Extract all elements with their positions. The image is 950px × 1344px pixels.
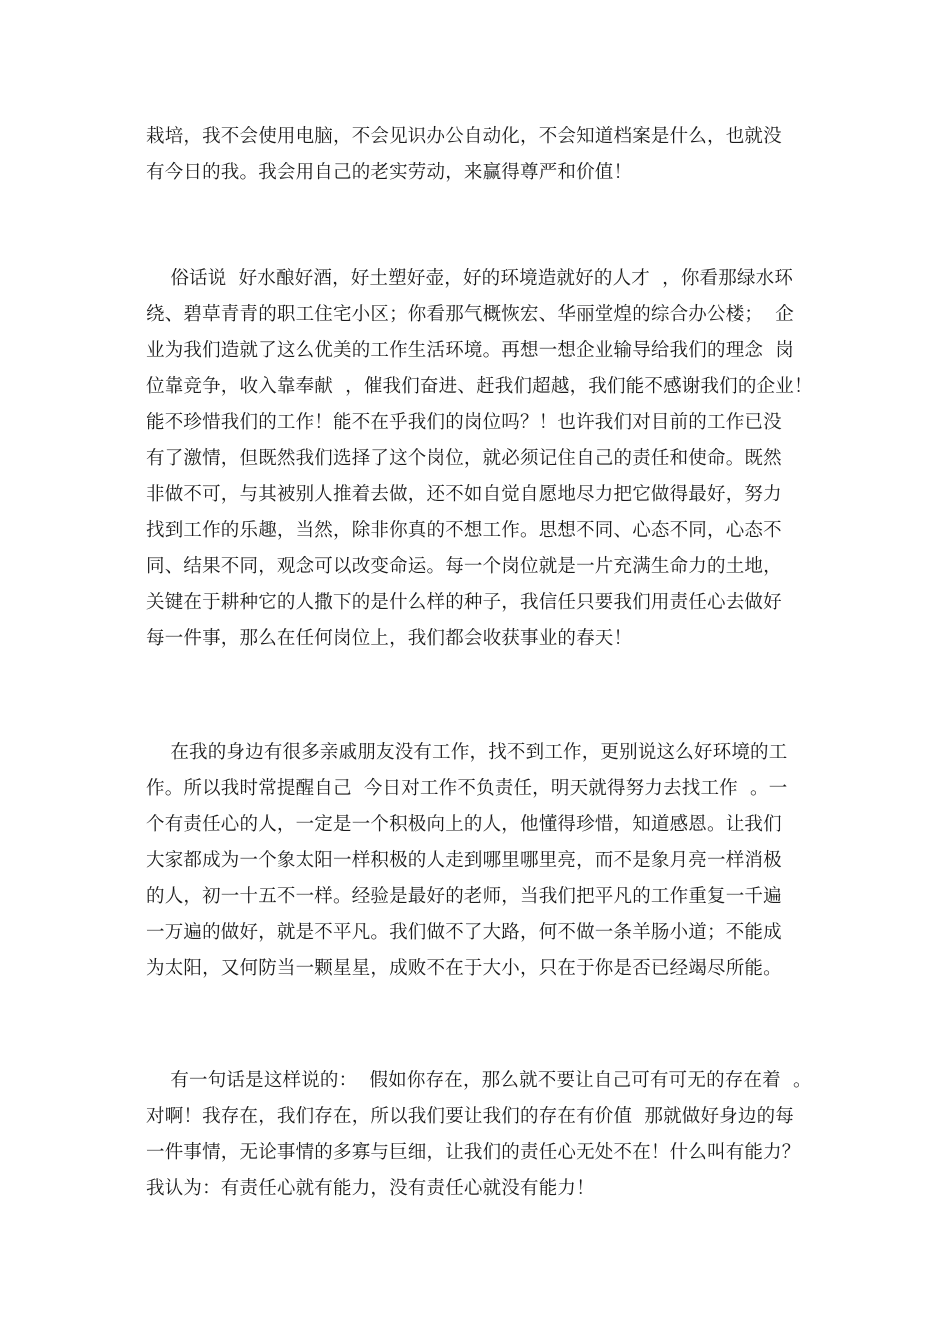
text-line: 有今日的我。我会用自己的老实劳动，来赢得尊严和价值！	[146, 162, 633, 183]
text-line: 作。所以我时常提醒自己 今日对工作不负责任，明天就得努力去找工作 。一	[146, 778, 788, 799]
text-line: 大家都成为一个象太阳一样积极的人走到哪里哪里亮，而不是象月亮一样消极	[146, 850, 782, 871]
text-line: 能不珍惜我们的工作！能不在乎我们的岗位吗？！也许我们对目前的工作已没	[146, 412, 782, 433]
text-line: 俗话说 好水酿好酒，好土塑好壶，好的环境造就好的人才 ，你看那绿水环	[146, 268, 794, 289]
text-line: 位靠竞争，收入靠奉献 ，催我们奋进、赶我们超越，我们能不感谢我们的企业！	[146, 376, 813, 397]
text-line: 对啊！我存在，我们存在，所以我们要让我们的存在有价值 那就做好身边的每	[146, 1106, 794, 1127]
text-line: 有了激情，但既然我们选择了这个岗位，就必须记住自己的责任和使命。既然	[146, 448, 782, 469]
text-line: 一件事情，无论事情的多寡与巨细，让我们的责任心无处不在！什么叫有能力？	[146, 1142, 801, 1163]
text-line: 找到工作的乐趣，当然，除非你真的不想工作。思想不同、心态不同，心态不	[146, 520, 782, 541]
text-line: 同、结果不同，观念可以改变命运。每一个岗位就是一片充满生命力的土地，	[146, 556, 782, 577]
text-line: 非做不可，与其被别人推着去做，还不如自觉自愿地尽力把它做得最好，努力	[146, 484, 782, 505]
text-line: 个有责任心的人，一定是一个积极向上的人，他懂得珍惜，知道感恩。让我们	[146, 814, 782, 835]
text-line: 关键在于耕种它的人撒下的是什么样的种子，我信任只要我们用责任心去做好	[146, 592, 782, 613]
text-line: 绕、碧草青青的职工住宅小区；你看那气概恢宏、华丽堂煌的综合办公楼； 企	[146, 304, 794, 325]
text-line: 栽培，我不会使用电脑，不会见识办公自动化，不会知道档案是什么，也就没	[146, 126, 782, 147]
text-line: 每一件事，那么在任何岗位上，我们都会收获事业的春天！	[146, 628, 633, 649]
text-line: 的人，初一十五不一样。经验是最好的老师，当我们把平凡的工作重复一千遍	[146, 886, 782, 907]
text-line: 有一句话是这样说的： 假如你存在，那么就不要让自己可有可无的存在着 。	[146, 1070, 812, 1091]
text-line: 在我的身边有很多亲戚朋友没有工作，找不到工作，更别说这么好环境的工	[146, 742, 788, 763]
text-line: 业为我们造就了这么优美的工作生活环境。再想一想企业输导给我们的理念 岗	[146, 340, 794, 361]
text-line: 为太阳，又何防当一颗星星，成败不在于大小，只在于你是否已经竭尽所能。	[146, 958, 782, 979]
text-line: 一万遍的做好，就是不平凡。我们做不了大路，何不做一条羊肠小道；不能成	[146, 922, 782, 943]
text-line: 我认为：有责任心就有能力，没有责任心就没有能力！	[146, 1178, 595, 1199]
